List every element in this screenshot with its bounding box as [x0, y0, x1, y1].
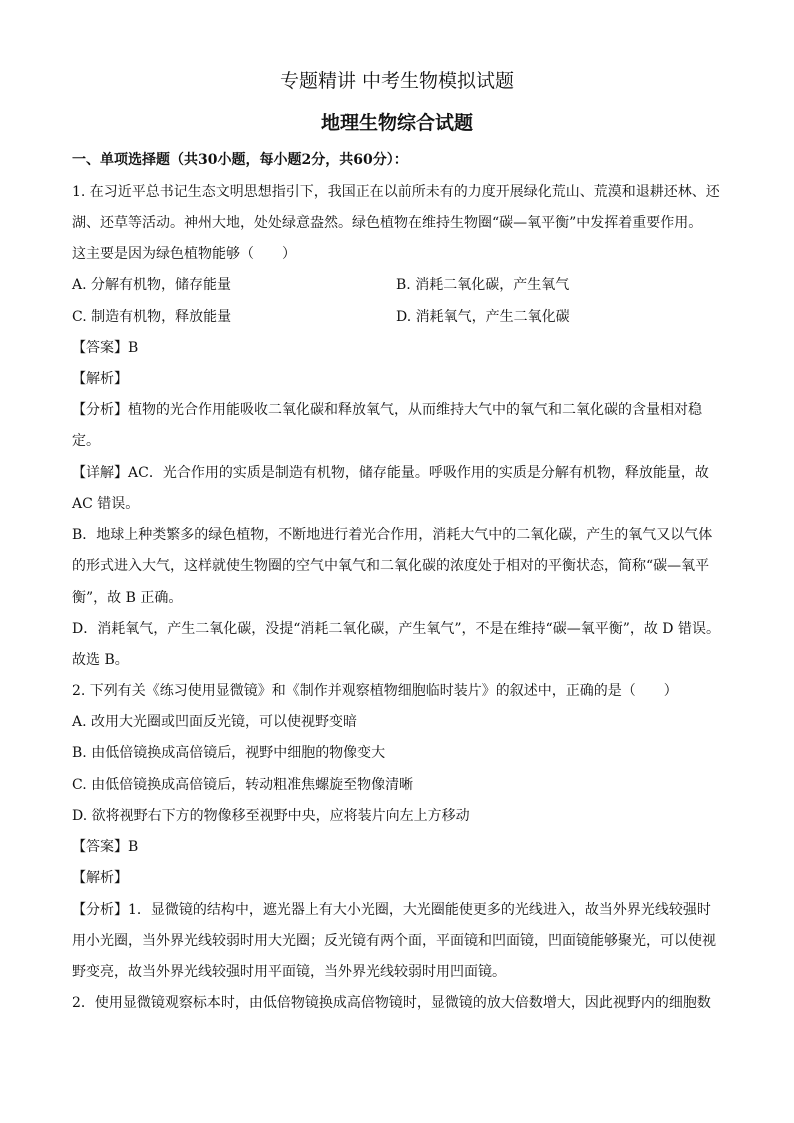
q1-analysis-line-2: 定。	[72, 433, 100, 449]
q1-detail-line-1: 【详解】AC．光合作用的实质是制造有机物，储存能量。呼吸作用的实质是分解有机物，释放能量，故	[72, 465, 709, 481]
q2-analysis-line-2: 用小光圈，当外界光线较弱时用大光圈；反光镜有两个面，平面镜和凹面镜，凹面镜能够聚光，可以使视	[72, 933, 716, 949]
q2-answer: 【答案】B	[72, 839, 139, 855]
document-subtitle: 专题精讲 中考生物模拟试题	[279, 70, 515, 92]
q1-option-c: C. 制造有机物，释放能量	[72, 309, 232, 325]
q1-stem-line-2: 湖、还草等活动。神州大地，处处绿意盎然。绿色植物在维持生物圈“碳—氧平衡”中发挥着重要作用。	[72, 215, 703, 231]
q2-option-b: B. 由低倍镜换成高倍镜后，视野中细胞的物像变大	[72, 745, 386, 761]
q1-option-d: D. 消耗氧气，产生二氧化碳	[396, 309, 570, 325]
q1-detail-line-3: B．地球上种类繁多的绿色植物，不断地进行着光合作用，消耗大气中的二氧化碳，产生的氧气又以气体	[72, 527, 713, 543]
section-heading: 一、单项选择题（共30小题，每小题2分，共60分）：	[72, 152, 408, 168]
q2-option-a: A. 改用大光圈或凹面反光镜，可以使视野变暗	[72, 714, 358, 730]
q1-stem-line-1: 1. 在习近平总书记生态文明思想指引下，我国正在以前所未有的力度开展绿化荒山、荒漠和退耕还林、还	[72, 184, 720, 200]
q1-detail-line-6: D．消耗氧气，产生二氧化碳，没提“消耗二氧化碳，产生氧气”，不是在维持“碳—氧平衡”，故 D 错误。	[72, 621, 720, 637]
q2-option-c: C. 由低倍镜换成高倍镜后，转动粗准焦螺旋至物像清晰	[72, 777, 414, 793]
q1-detail-line-7: 故选 B。	[72, 652, 129, 668]
q2-analysis-label: 【解析】	[72, 870, 128, 886]
q1-detail-line-5: 衡”，故 B 正确。	[72, 590, 183, 606]
document-title: 地理生物综合试题	[320, 112, 473, 134]
q1-analysis-line-1: 【分析】植物的光合作用能吸收二氧化碳和释放氧气，从而维持大气中的氧气和二氧化碳的含量相对稳	[72, 402, 702, 418]
q1-answer: 【答案】B	[72, 340, 139, 356]
q2-option-d: D. 欲将视野右下方的物像移至视野中央，应将装片向左上方移动	[72, 808, 470, 824]
q1-option-a: A. 分解有机物，储存能量	[72, 277, 232, 293]
q1-detail-line-2: AC 错误。	[72, 496, 140, 512]
q2-analysis-line-3: 野变亮，故当外界光线较强时用平面镜，当外界光线较弱时用凹面镜。	[72, 964, 506, 980]
q1-stem-line-3: 这主要是因为绿色植物能够（ ）	[72, 246, 296, 262]
q1-analysis-label: 【解析】	[72, 371, 128, 387]
q1-option-b: B. 消耗二氧化碳，产生氧气	[396, 277, 570, 293]
q2-analysis-line-1: 【分析】1．显微镜的结构中，遮光器上有大小光圈，大光圈能使更多的光线进入，故当外界光线较强时	[72, 902, 711, 918]
q2-stem: 2. 下列有关《练习使用显微镜》和《制作并观察植物细胞临时装片》的叙述中，正确的是（ ）	[72, 683, 678, 699]
q1-detail-line-4: 的形式进入大气，这样就使生物圈的空气中氧气和二氧化碳的浓度处于相对的平衡状态，简称“碳—氧平	[72, 558, 710, 574]
q2-analysis-line-4: 2．使用显微镜观察标本时，由低倍物镜换成高倍物镜时，显微镜的放大倍数增大，因此视野内的细胞数	[72, 995, 711, 1011]
